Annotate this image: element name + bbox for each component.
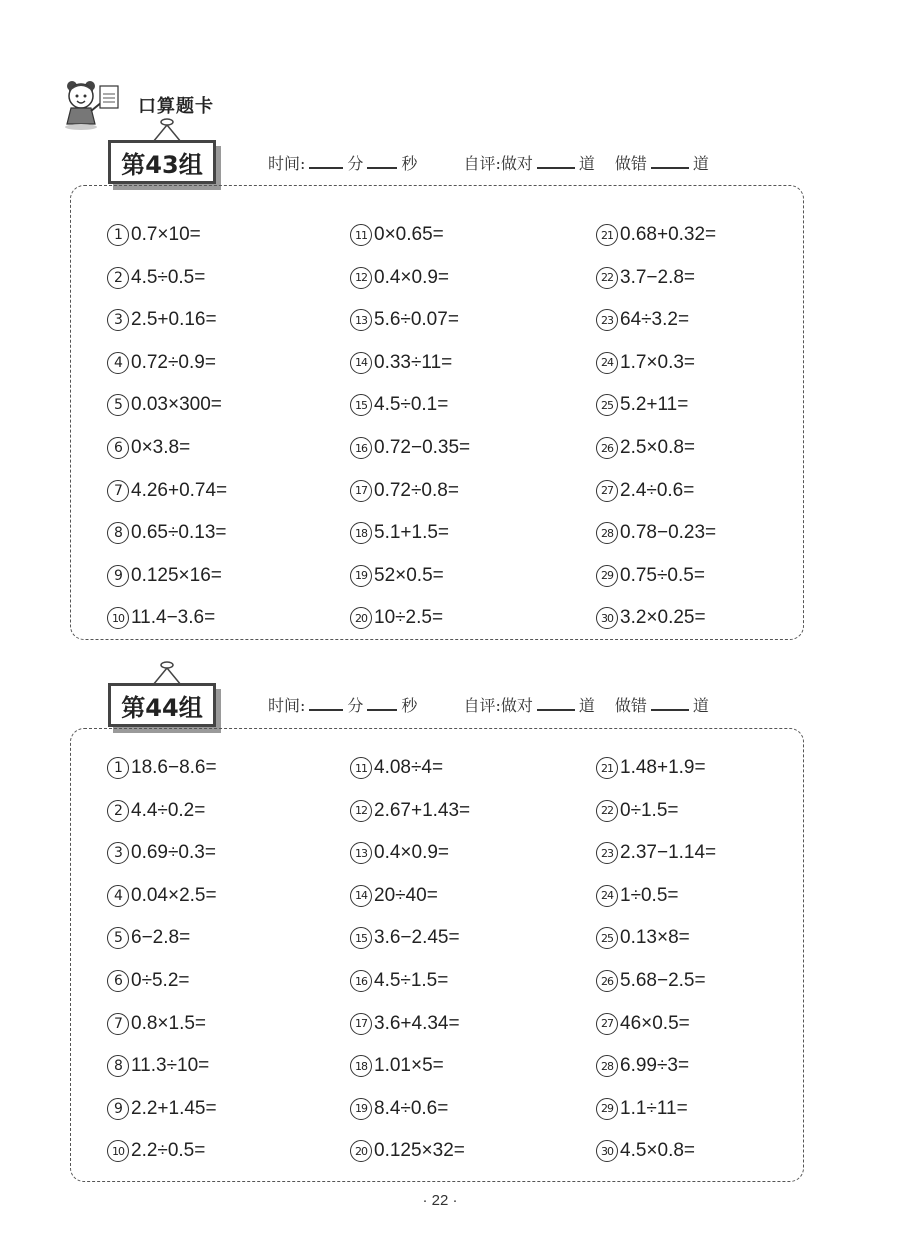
problem-item	[107, 838, 216, 868]
problem-expression: 2.37−1.14=	[620, 842, 717, 864]
problem-number: 17	[350, 480, 372, 502]
problem-expression: 5.1+1.5=	[374, 522, 450, 544]
problem-expression: 0.13×8=	[620, 927, 690, 949]
problem-number: 12	[350, 800, 372, 822]
problem-number: 8	[107, 522, 129, 544]
problem-expression: 4.4÷0.2=	[131, 799, 206, 821]
problem-expression: 0.03×300=	[131, 394, 222, 416]
time-eval-line: 时间: 分 秒 自评:做对 道 做错 道	[268, 154, 709, 173]
problem-number: 22	[596, 800, 618, 822]
problem-number: 12	[350, 267, 372, 289]
problem-item	[596, 923, 690, 953]
problem-item	[107, 603, 215, 633]
problem-number: 30	[596, 607, 618, 629]
problem-expression: 0.33÷11=	[374, 351, 453, 373]
problem-number: 26	[596, 970, 618, 992]
problem-expression: 10÷2.5=	[374, 607, 444, 629]
problem-number: 13	[350, 842, 372, 864]
problem-number: 9	[107, 1098, 129, 1120]
problem-item	[350, 348, 452, 378]
problem-item	[350, 603, 443, 633]
problem-item	[596, 476, 694, 506]
problem-item	[596, 1009, 690, 1039]
correct-blank[interactable]	[537, 695, 575, 711]
problem-item	[596, 796, 679, 826]
problem-item	[350, 1136, 465, 1166]
problem-number: 26	[596, 437, 618, 459]
problem-item	[107, 923, 190, 953]
problem-item	[596, 390, 688, 420]
problem-number: 24	[596, 885, 618, 907]
problem-item	[350, 796, 470, 826]
problem-number: 13	[350, 309, 372, 331]
problem-number: 23	[596, 309, 618, 331]
problem-expression: 4.26+0.74=	[131, 479, 228, 501]
cartoon-girl-icon	[58, 78, 122, 130]
problem-number: 16	[350, 970, 372, 992]
problem-number: 29	[596, 1098, 618, 1120]
group-title: 第43组	[121, 150, 203, 179]
problem-number: 5	[107, 927, 129, 949]
problem-number: 25	[596, 927, 618, 949]
problem-expression: 0.4×0.9=	[374, 266, 450, 288]
problem-number: 28	[596, 522, 618, 544]
problem-item	[350, 1009, 460, 1039]
problem-expression: 4.5×0.8=	[620, 1140, 696, 1162]
problem-number: 28	[596, 1055, 618, 1077]
problem-item	[107, 476, 227, 506]
minutes-blank[interactable]	[309, 153, 343, 169]
problem-expression: 0.72÷0.8=	[374, 479, 459, 501]
problem-expression: 0.125×16=	[131, 564, 222, 586]
problem-expression: 3.6−2.45=	[374, 927, 460, 949]
problem-number: 5	[107, 394, 129, 416]
problem-expression: 5.68−2.5=	[620, 970, 706, 991]
problem-expression: 0.72−0.35=	[374, 437, 471, 458]
problem-item	[350, 881, 438, 911]
problem-number: 23	[596, 842, 618, 864]
problem-item	[596, 263, 695, 293]
problem-expression: 0.72÷0.9=	[131, 351, 216, 373]
problem-expression: 5.2+11=	[620, 394, 689, 416]
problem-expression: 3.6+4.34=	[374, 1012, 460, 1034]
problem-number: 24	[596, 352, 618, 374]
problem-item	[596, 838, 716, 868]
problem-expression: 0.78−0.23=	[620, 522, 717, 544]
problem-item	[596, 561, 705, 591]
problem-expression: 0×0.65=	[374, 224, 444, 245]
problem-number: 11	[350, 224, 372, 246]
problem-number: 21	[596, 224, 618, 246]
problem-number: 27	[596, 1013, 618, 1035]
problem-expression: 6.99÷3=	[620, 1055, 690, 1077]
problem-number: 4	[107, 885, 129, 907]
problem-expression: 0.04×2.5=	[131, 884, 217, 906]
problem-number: 18	[350, 1055, 372, 1077]
problem-expression: 4.5÷1.5=	[374, 970, 449, 991]
problem-item	[107, 966, 190, 996]
problem-expression: 0.125×32=	[374, 1140, 465, 1162]
problem-number: 15	[350, 394, 372, 416]
seconds-blank[interactable]	[367, 695, 397, 711]
problem-item	[596, 1094, 688, 1124]
problem-number: 3	[107, 309, 129, 331]
problem-expression: 0.65÷0.13=	[131, 522, 227, 544]
problem-item	[350, 220, 444, 250]
problem-number: 7	[107, 1013, 129, 1035]
problem-expression: 11.4−3.6=	[131, 607, 216, 629]
problem-item	[107, 1094, 217, 1124]
problem-item	[596, 433, 695, 463]
problem-expression: 0÷5.2=	[131, 970, 190, 991]
problem-item	[596, 305, 689, 335]
problem-item	[350, 263, 449, 293]
problem-expression: 0.8×1.5=	[131, 1012, 207, 1034]
time-eval-line: 时间: 分 秒 自评:做对 道 做错 道	[268, 696, 709, 715]
problem-expression: 0.69÷0.3=	[131, 842, 216, 864]
problem-item	[107, 390, 222, 420]
problem-number: 4	[107, 352, 129, 374]
problem-expression: 0.4×0.9=	[374, 842, 450, 864]
problem-expression: 3.7−2.8=	[620, 266, 696, 288]
problem-item	[350, 753, 443, 783]
problem-number: 30	[596, 1140, 618, 1162]
problem-number: 1	[107, 224, 129, 246]
problem-number: 9	[107, 565, 129, 587]
problem-number: 20	[350, 607, 372, 629]
problem-number: 15	[350, 927, 372, 949]
problem-number: 17	[350, 1013, 372, 1035]
problem-number: 2	[107, 267, 129, 289]
problem-item	[596, 603, 706, 633]
problem-number: 22	[596, 267, 618, 289]
problem-number: 20	[350, 1140, 372, 1162]
problem-expression: 11.3÷10=	[131, 1055, 210, 1077]
problem-expression: 18.6−8.6=	[131, 757, 217, 778]
problem-item	[107, 561, 222, 591]
group-title: 第44组	[121, 693, 203, 722]
problem-expression: 2.2÷0.5=	[131, 1140, 206, 1162]
problem-item	[107, 1136, 205, 1166]
problem-item	[596, 753, 706, 783]
problem-number: 19	[350, 565, 372, 587]
problem-item	[350, 305, 459, 335]
problem-item	[596, 966, 706, 996]
problem-item	[107, 796, 205, 826]
problem-expression: 0÷1.5=	[620, 799, 679, 821]
problem-expression: 1.1÷11=	[620, 1097, 688, 1119]
problem-item	[350, 433, 470, 463]
problem-expression: 46×0.5=	[620, 1012, 690, 1034]
problem-expression: 2.2+1.45=	[131, 1097, 217, 1119]
problem-expression: 2.67+1.43=	[374, 799, 471, 821]
problem-item	[107, 348, 216, 378]
problem-number: 7	[107, 480, 129, 502]
problem-item	[350, 561, 444, 591]
problem-item	[596, 1051, 689, 1081]
problem-number: 19	[350, 1098, 372, 1120]
page-header	[58, 78, 318, 134]
problem-expression: 1.48+1.9=	[620, 757, 706, 778]
problem-expression: 1.7×0.3=	[620, 351, 696, 373]
problem-item	[350, 966, 448, 996]
problem-item	[107, 518, 226, 548]
problem-number: 11	[350, 757, 372, 779]
problem-expression: 52×0.5=	[374, 564, 444, 586]
problem-item	[350, 838, 449, 868]
problem-item	[107, 753, 217, 783]
problem-item	[107, 220, 201, 250]
problem-item	[107, 1051, 209, 1081]
problem-item	[350, 1051, 444, 1081]
problem-number: 3	[107, 842, 129, 864]
problem-expression: 3.2×0.25=	[620, 607, 706, 629]
problem-number: 1	[107, 757, 129, 779]
problem-number: 14	[350, 352, 372, 374]
problem-item	[107, 881, 217, 911]
problem-expression: 1÷0.5=	[620, 884, 679, 906]
problem-item	[107, 263, 205, 293]
correct-blank[interactable]	[537, 153, 575, 169]
problem-item	[107, 1009, 206, 1039]
problem-item	[596, 881, 679, 911]
problem-item	[596, 220, 716, 250]
seconds-blank[interactable]	[367, 153, 397, 169]
problem-number: 29	[596, 565, 618, 587]
page-number: · 22 ·	[422, 1192, 458, 1209]
problem-expression: 4.5÷0.5=	[131, 266, 206, 288]
wrong-blank[interactable]	[651, 695, 689, 711]
problem-expression: 2.4÷0.6=	[620, 479, 695, 501]
problem-expression: 6−2.8=	[131, 927, 191, 949]
problem-expression: 2.5+0.16=	[131, 309, 217, 331]
problem-item	[107, 305, 217, 335]
problem-item	[350, 390, 448, 420]
problem-expression: 5.6÷0.07=	[374, 309, 459, 331]
problem-expression: 0.75÷0.5=	[620, 564, 705, 586]
problem-expression: 8.4÷0.6=	[374, 1097, 449, 1119]
problem-expression: 4.08÷4=	[374, 757, 444, 778]
problem-expression: 64÷3.2=	[620, 309, 690, 331]
problem-item	[350, 1094, 448, 1124]
problem-item	[350, 923, 460, 953]
problem-number: 6	[107, 970, 129, 992]
problem-number: 6	[107, 437, 129, 459]
problem-number: 8	[107, 1055, 129, 1077]
problem-number: 25	[596, 394, 618, 416]
problem-expression: 0.7×10=	[131, 224, 201, 245]
problem-item	[596, 518, 716, 548]
problem-number: 2	[107, 800, 129, 822]
problem-number: 10	[107, 607, 129, 629]
problem-number: 21	[596, 757, 618, 779]
problem-number: 14	[350, 885, 372, 907]
problem-expression: 0.68+0.32=	[620, 224, 717, 245]
problem-number: 27	[596, 480, 618, 502]
header-title: 口算题卡	[138, 96, 214, 117]
problem-item	[596, 1136, 695, 1166]
problem-expression: 20÷40=	[374, 884, 438, 906]
problem-item	[107, 433, 190, 463]
wrong-blank[interactable]	[651, 153, 689, 169]
problem-item	[350, 518, 449, 548]
problem-expression: 0×3.8=	[131, 437, 191, 458]
problem-expression: 4.5÷0.1=	[374, 394, 449, 416]
problem-number: 16	[350, 437, 372, 459]
problem-item	[596, 348, 695, 378]
minutes-blank[interactable]	[309, 695, 343, 711]
problem-number: 10	[107, 1140, 129, 1162]
problem-item	[350, 476, 459, 506]
problem-expression: 1.01×5=	[374, 1055, 444, 1077]
problem-expression: 2.5×0.8=	[620, 437, 696, 458]
problem-number: 18	[350, 522, 372, 544]
